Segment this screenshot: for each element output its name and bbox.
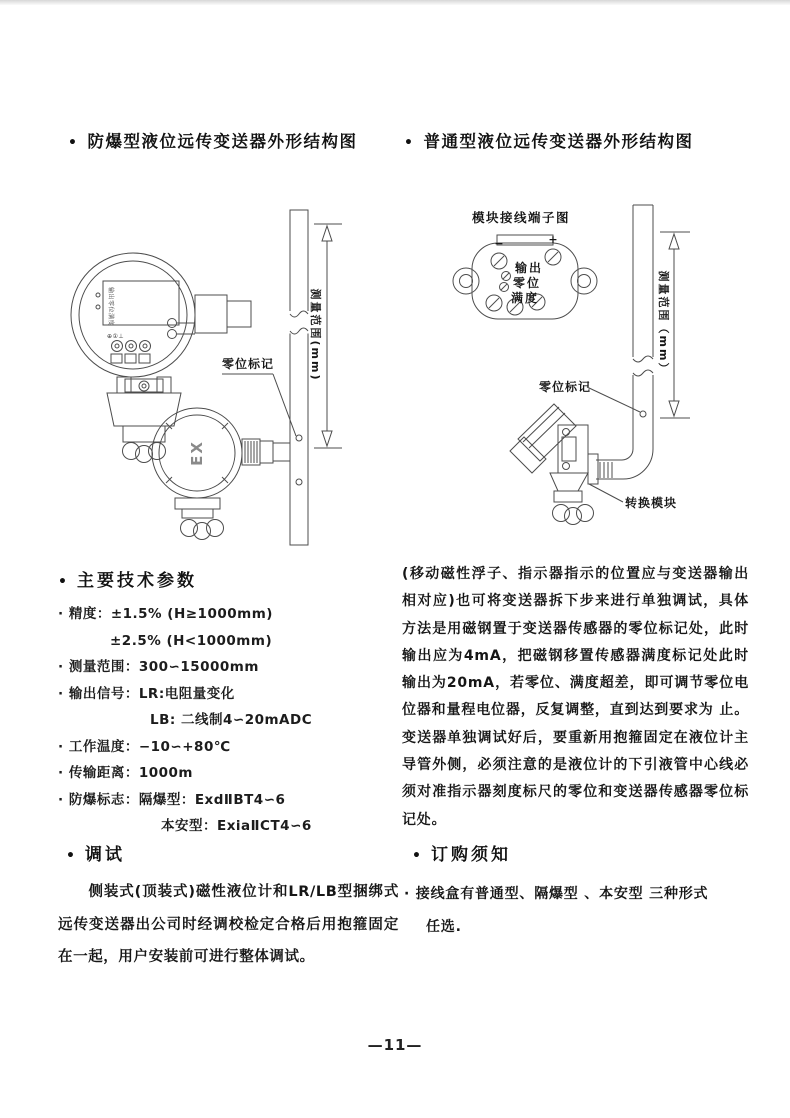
order-line-2: 任选. xyxy=(426,918,462,935)
param-distance: · 传输距离：1000m xyxy=(58,765,193,781)
param-output-signal: · 输出信号：LR:电阻量变化 xyxy=(58,685,235,702)
param-output-signal-2: LB: 二线制4∽20mADC xyxy=(150,712,313,728)
order-section-heading xyxy=(412,840,511,865)
converter-module-label: 转换模块 xyxy=(625,496,678,510)
debug-section-body: 侧装式(顶装式)磁性液位计和LR/LB型捆绑式远传变送器出公司时经调校检定合格后用抱箍固定在一起，用户安装前可进行整体调试。 xyxy=(58,884,399,965)
bullet-icon: • xyxy=(412,848,421,864)
order-line-1: · 接线盒有普通型、隔爆型 、本安型 三种形式 xyxy=(404,886,709,902)
page-number: —11— xyxy=(367,1036,423,1054)
converter-module-assembly xyxy=(510,404,598,525)
zero-mark-label: 零位标记 xyxy=(539,380,592,394)
guide-pipe xyxy=(289,210,310,545)
terminal-zero-label: 零位 xyxy=(513,276,542,290)
trimmer-labels: 输出零位满度 xyxy=(107,287,114,327)
zero-mark-label: 零位标记 xyxy=(222,357,275,371)
heading-explosion-proof xyxy=(68,128,357,152)
ex-marking: EX xyxy=(188,440,206,466)
diagram-explosion-proof xyxy=(55,195,405,565)
terminal-output-label: 输出 xyxy=(515,261,544,275)
param-ex-marking: · 防爆标志：隔爆型：ExdⅡBT4∽6 xyxy=(58,791,286,808)
terminal-full-label: 满度 xyxy=(511,291,540,305)
heading-right-text: 普通型液位远传变送器外形结构图 xyxy=(423,132,694,151)
plus-sign: + xyxy=(548,233,558,246)
bullet-icon: • xyxy=(68,135,79,151)
order-heading-text: 订购须知 xyxy=(430,845,511,865)
zero-mark-callout xyxy=(222,356,296,436)
adjustment-note: (移动磁性浮子、指示器指示的位置应与变送器输出相对应)也可将变送器拆下步来进行单独调试，具体方法是用磁钢置于变送器传感器的零位标记处，此时输出应为4mA，把磁钢移置传感器满度标记处此时输出为20mA，若零位、满度超差，即可调节零位电位器和量程电位器，反复调整，直到达到要求为 止。变送器单独调试好后，要重新用抱箍固定在液位计主导管外侧，必须注意的是液位计的下引液管中心线必须对准指示器刻度标尺的零位和变送器传感器零位标记处。 xyxy=(402,566,749,828)
bullet-icon: • xyxy=(66,848,75,864)
param-range: · 测量范围：300∽15000mm xyxy=(58,659,259,675)
zero-mark-callout xyxy=(539,379,640,412)
debug-heading-text: 调试 xyxy=(84,845,125,865)
terminal-marks: ⊕①⊥ xyxy=(107,333,125,340)
order-section-body xyxy=(404,878,750,943)
guide-pipe xyxy=(596,205,653,479)
measuring-range-label: 测量范围（mm） xyxy=(657,270,670,376)
parameters-heading xyxy=(58,566,408,591)
heading-left-text: 防爆型液位远传变送器外形结构图 xyxy=(87,132,358,151)
bullet-icon: • xyxy=(58,574,67,590)
module-terminal-title: 模块接线端子图 xyxy=(472,210,571,225)
scan-top-edge xyxy=(0,0,790,5)
param-accuracy-2: ±2.5% (H<1000mm) xyxy=(110,632,273,649)
technical-parameters-section xyxy=(58,566,408,840)
parameters-heading-text: 主要技术参数 xyxy=(76,571,197,591)
debug-section-heading xyxy=(66,840,125,865)
measuring-range-label: 测量范围(mm) xyxy=(309,288,322,382)
param-accuracy: · 精度：±1.5% (H≥1000mm) xyxy=(58,606,273,622)
mounting-stack xyxy=(107,377,181,463)
ex-junction-box xyxy=(152,408,290,540)
minus-sign: − xyxy=(494,237,504,250)
heading-ordinary-type xyxy=(404,128,693,152)
param-temperature: · 工作温度：−10∽+80℃ xyxy=(58,738,231,755)
bullet-icon: • xyxy=(404,135,415,151)
converter-label-callout xyxy=(589,484,677,510)
diagram-ordinary-type xyxy=(420,195,740,565)
param-ex-marking-2: 本安型：ExiaⅡCT4∽6 xyxy=(161,818,312,834)
wiring-module xyxy=(453,233,597,319)
